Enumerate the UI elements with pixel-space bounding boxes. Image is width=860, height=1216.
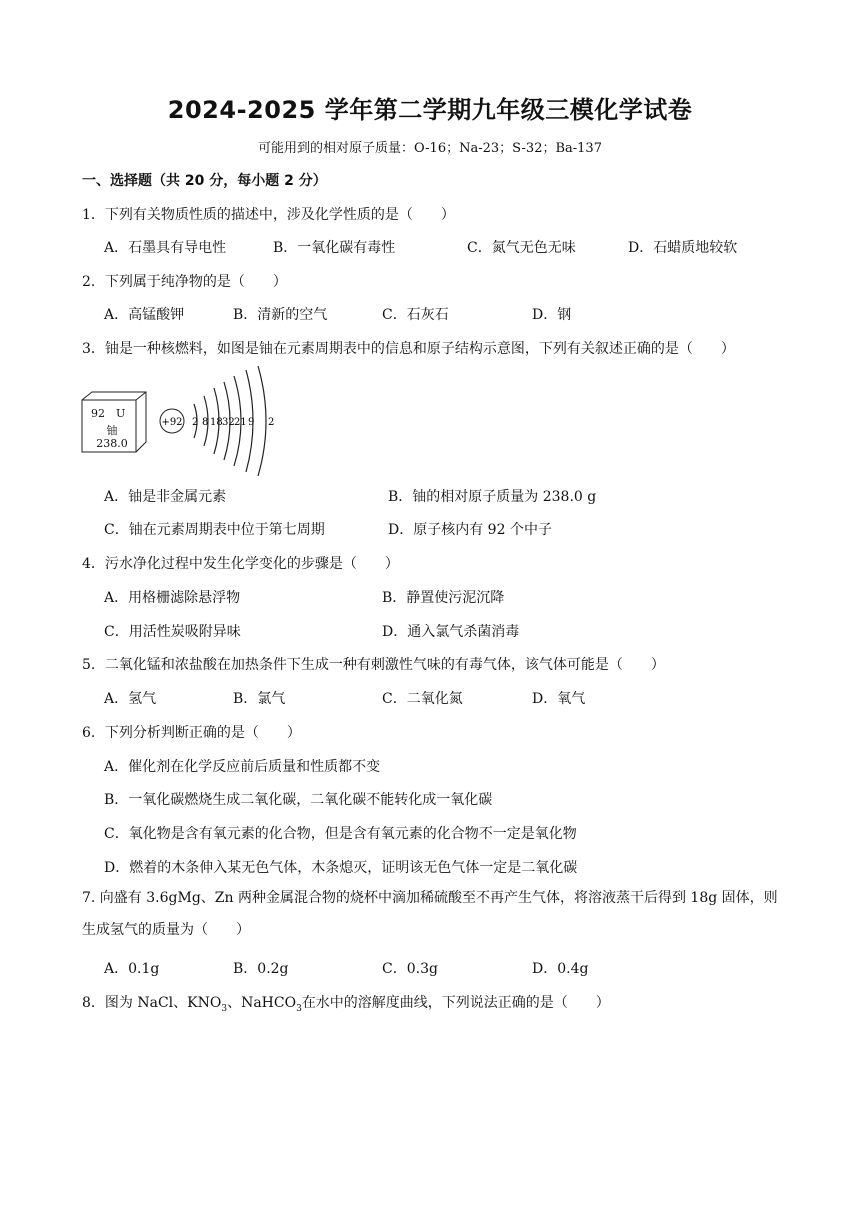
question-4-option-c[interactable]: C．用活性炭吸附异味 [104, 624, 241, 640]
question-6-option-c[interactable]: C．氧化物是含有氧元素的化合物，但是含有氧元素的化合物不一定是氧化物 [104, 826, 577, 842]
question-1-option-b[interactable]: B．一氧化碳有毒性 [273, 240, 396, 256]
question-6-option-a[interactable]: A．催化剂在化学反应前后质量和性质都不变 [104, 759, 381, 775]
question-2-option-b[interactable]: B．清新的空气 [233, 307, 328, 323]
nucleus-charge: +92 [161, 417, 183, 428]
question-6-option-d[interactable]: D．燃着的木条伸入某无色气体，木条熄灭，证明该无色气体一定是二氧化碳 [104, 860, 578, 876]
atomic-mass-note: 可能用到的相对原子质量：O-16；Na-23；S-32；Ba-137 [258, 141, 602, 156]
shell-7-count: 2 [268, 417, 275, 428]
question-3-stem: 3．铀是一种核燃料，如图是铀在元素周期表中的信息和原子结构示意图，下列有关叙述正确的是（ ） [82, 341, 735, 357]
section-heading: 一、选择题（共 20 分，每小题 2 分） [82, 173, 327, 189]
question-7-option-b[interactable]: B．0.2g [233, 961, 289, 977]
shell-6-count: 9 [248, 417, 255, 428]
question-4-stem: 4．污水净化过程中发生化学变化的步骤是（ ） [82, 556, 399, 572]
question-1-stem: 1．下列有关物质性质的描述中，涉及化学性质的是（ ） [82, 207, 455, 223]
question-3-option-c[interactable]: C．铀在元素周期表中位于第七周期 [104, 522, 325, 538]
question-2-option-a[interactable]: A．高锰酸钾 [104, 307, 185, 323]
q8-text-2: 、NaHCO [227, 995, 297, 1011]
question-8-stem [82, 992, 610, 1014]
question-5-option-a[interactable]: A．氢气 [104, 691, 157, 707]
uranium-atom-structure-diagram [154, 366, 284, 476]
element-symbol: U [116, 407, 126, 420]
question-5-option-b[interactable]: B．氯气 [233, 691, 286, 707]
element-name: 铀 [106, 424, 118, 437]
relative-atomic-mass: 238.0 [96, 437, 128, 450]
question-7-stem: 7. 向盛有 3.6gMg、Zn 两种金属混合物的烧杯中滴加稀硫酸至不再产生气体，将溶液蒸干后得到 18g 固体，则生成氢气的质量为（ ） [82, 890, 778, 938]
question-2-option-d[interactable]: D．钢 [532, 307, 572, 323]
q8-text-1: 8．图为 NaCl、KNO [82, 995, 222, 1011]
question-7-option-a[interactable]: A．0.1g [104, 961, 160, 977]
question-3-option-b[interactable]: B．铀的相对原子质量为 238.0 g [388, 489, 597, 505]
shell-5-count: 21 [234, 417, 247, 428]
question-1-option-a[interactable]: A．石墨具有导电性 [104, 240, 227, 256]
question-6-option-b[interactable]: B．一氧化碳燃烧生成二氧化碳，二氧化碳不能转化成一氧化碳 [104, 792, 493, 808]
question-6-stem: 6．下列分析判断正确的是（ ） [82, 725, 301, 741]
atomic-number: 92 [91, 407, 105, 420]
shell-2-count: 8 [202, 417, 209, 428]
question-5-option-d[interactable]: D．氧气 [532, 691, 586, 707]
shell-4-count: 32 [222, 417, 235, 428]
question-3-option-a[interactable]: A．铀是非金属元素 [104, 489, 227, 505]
q8-sub-1: 3 [221, 1003, 228, 1014]
shell-1-count: 2 [192, 417, 199, 428]
question-4-option-a[interactable]: A．用格栅滤除悬浮物 [104, 590, 241, 606]
question-7-option-c[interactable]: C．0.3g [382, 961, 438, 977]
question-3-option-d[interactable]: D．原子核内有 92 个中子 [388, 522, 552, 538]
q8-sub-2: 3 [296, 1003, 302, 1014]
question-5-stem: 5．二氧化锰和浓盐酸在加热条件下生成一种有刺激性气味的有毒气体，该气体可能是（ ） [82, 657, 665, 673]
shell-3-count: 18 [210, 417, 223, 428]
question-2-option-c[interactable]: C．石灰石 [382, 307, 449, 323]
question-7-option-d[interactable]: D．0.4g [532, 961, 589, 977]
question-4-option-d[interactable]: D．通入氯气杀菌消毒 [382, 624, 520, 640]
question-2-stem: 2．下列属于纯净物的是（ ） [82, 274, 287, 290]
uranium-element-cell [82, 394, 144, 452]
question-4-option-b[interactable]: B．静置使污泥沉降 [382, 590, 505, 606]
q8-text-3: 在水中的溶解度曲线，下列说法正确的是（ ） [301, 995, 610, 1011]
question-1-option-c[interactable]: C．氮气无色无味 [467, 240, 576, 256]
question-1-option-d[interactable]: D．石蜡质地较软 [628, 240, 738, 256]
question-5-option-c[interactable]: C．二氧化氮 [382, 691, 463, 707]
page-title: 2024-2025 学年第二学期九年级三模化学试卷 [167, 96, 693, 124]
shell-electron-counts [192, 417, 274, 428]
